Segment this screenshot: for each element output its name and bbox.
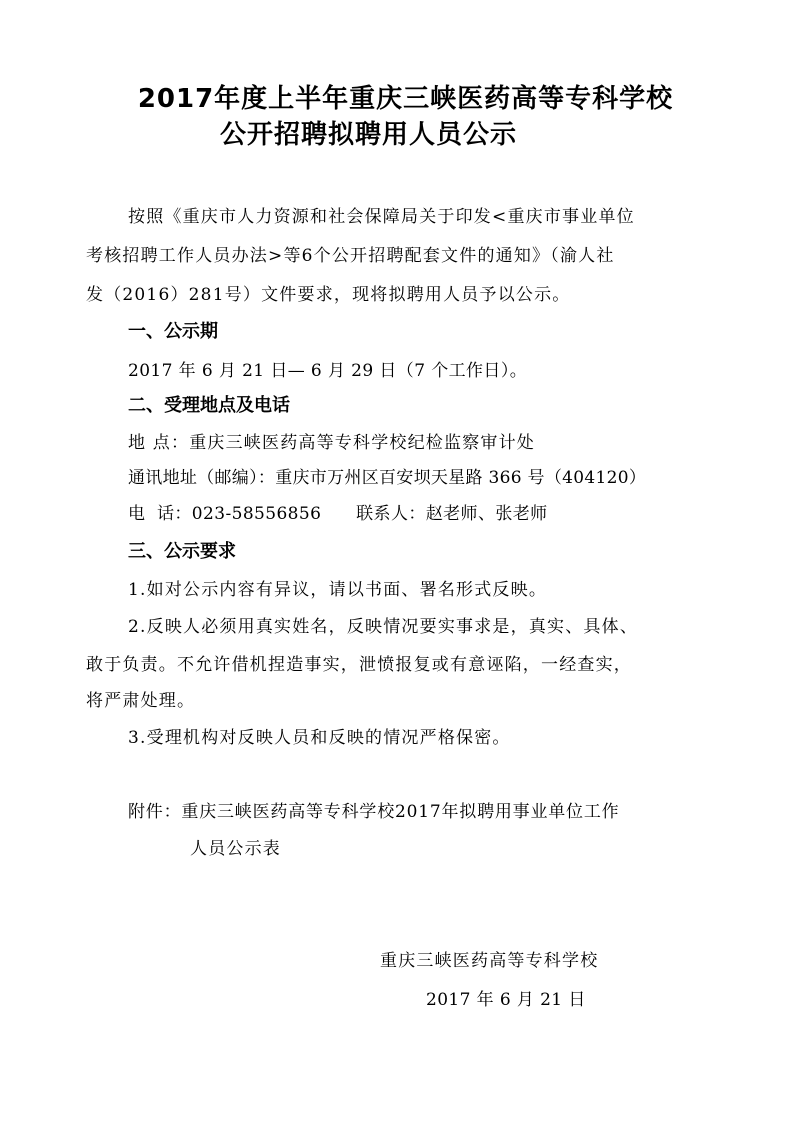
- signature-date: 2017 年 6 月 21 日: [426, 990, 586, 1010]
- section3-heading: 三、公示要求: [128, 541, 236, 562]
- section3-item1: 1.如对公示内容有异议，请以书面、署名形式反映。: [128, 580, 548, 600]
- section2-heading: 二、受理地点及电话: [128, 395, 290, 416]
- attachment-line2: 人员公示表: [190, 839, 281, 859]
- section2-address: 通讯地址（邮编）：重庆市万州区百安坝天星路 366 号（404120）: [128, 468, 647, 488]
- intro-line-1: 按照《重庆市人力资源和社会保障局关于印发<重庆市事业单位: [128, 207, 635, 227]
- section2-phone: 电 话：023-58556856 联系人：赵老师、张老师: [128, 504, 548, 524]
- signature-organization: 重庆三峡医药高等专科学校: [380, 951, 599, 971]
- attachment-line1: 附件：重庆三峡医药高等专科学校2017年拟聘用事业单位工作: [128, 802, 620, 822]
- section2-location: 地 点：重庆三峡医药高等专科学校纪检监察审计处: [128, 433, 536, 453]
- section3-item2-line3: 将严肃处理。: [86, 691, 196, 711]
- section3-item2-line2: 敢于负责。不允许借机捏造事实，泄愤报复或有意诬陷，一经查实，: [86, 655, 632, 675]
- section3-item3: 3.受理机构对反映人员和反映的情况严格保密。: [128, 728, 511, 748]
- section3-item2-line1: 2.反映人必须用真实姓名，反映情况要实事求是，真实、具体、: [128, 617, 639, 637]
- intro-line-3: 发（2016）281号）文件要求，现将拟聘用人员予以公示。: [86, 285, 571, 305]
- section1-period: 2017 年 6 月 21 日— 6 月 29 日（7 个工作日）。: [128, 361, 528, 381]
- intro-line-2: 考核招聘工作人员办法>等6个公开招聘配套文件的通知》（渝人社: [86, 246, 615, 266]
- section1-heading: 一、公示期: [128, 321, 218, 342]
- document-title-line2: 公开招聘拟聘用人员公示: [220, 120, 518, 150]
- document-title-line1: 2017年度上半年重庆三峡医药高等专科学校: [137, 84, 674, 114]
